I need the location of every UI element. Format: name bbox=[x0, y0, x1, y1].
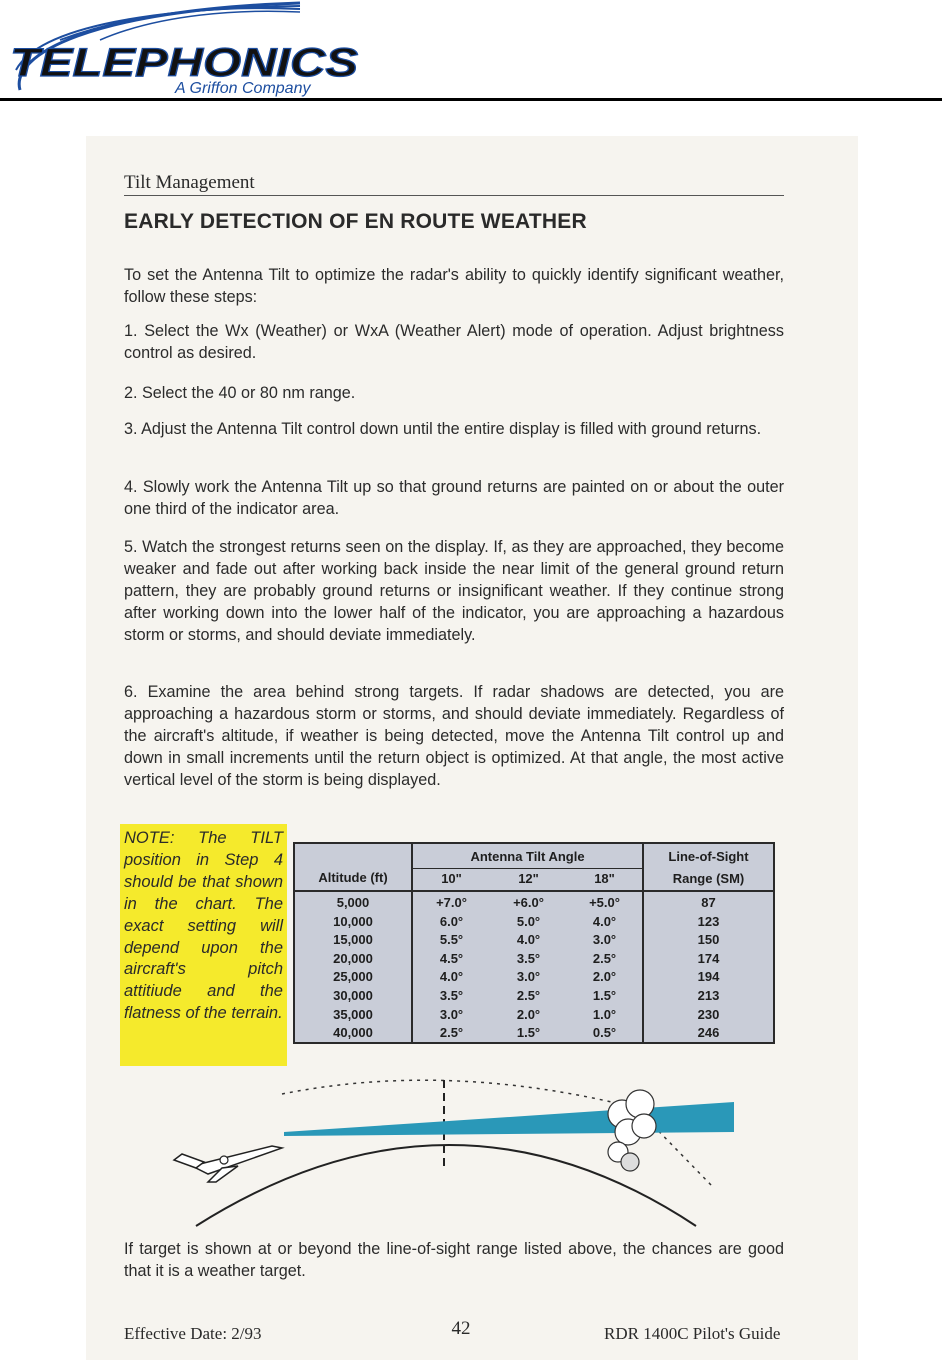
table-cell-range: 123 bbox=[697, 913, 720, 929]
table-cell-t10: 3.5° bbox=[439, 988, 464, 1003]
header-rule bbox=[0, 98, 942, 101]
tilt-col-10: 10" bbox=[441, 871, 462, 886]
step-3: 3. Adjust the Antenna Tilt control down until the entire display is filled with ground returns. bbox=[124, 420, 762, 438]
table-cell-t18: 0.5° bbox=[592, 1025, 617, 1041]
table-cell-t12: 2.5° bbox=[516, 988, 541, 1003]
table-cell-t10: 3.0° bbox=[439, 1006, 464, 1022]
table-cell-range: 246 bbox=[697, 1025, 720, 1041]
table-cell-t12: 4.0° bbox=[516, 932, 541, 948]
table-cell-altitude: 40,000 bbox=[333, 1025, 373, 1041]
tilt-table bbox=[293, 842, 775, 1044]
section-rule bbox=[124, 195, 784, 196]
table-cell-t10: 2.5° bbox=[439, 1025, 464, 1041]
step-4: 4. Slowly work the Antenna Tilt up so that ground returns are painted on or about the outer one third of the indicator area. bbox=[124, 478, 784, 518]
table-cell-t18: +5.0° bbox=[589, 895, 620, 910]
table-cell-t12: 5.0° bbox=[516, 913, 541, 929]
line-of-sight-diagram bbox=[152, 1074, 842, 1234]
table-cell-altitude: 20,000 bbox=[333, 950, 373, 966]
guide-title: RDR 1400C Pilot's Guide bbox=[604, 1324, 781, 1343]
table-cell-range: 213 bbox=[697, 988, 720, 1003]
step-5: 5. Watch the strongest returns seen on the display. If, as they are approached, they become weaker and fade out after working back inside the near limit of the general ground return pattern, they are probably ground returns or insignificant weather. If they continue strong after working down into the lower half of the indicator, you are approaching a hazardous storm or storms, and should deviate immediately. bbox=[124, 538, 784, 644]
table-cell-range: 174 bbox=[697, 950, 720, 966]
table-cell-altitude: 30,000 bbox=[333, 988, 373, 1003]
note-box: NOTE: The TILT position in Step 4 should be that shown in the chart. The exact setting will depend upon the aircraft's pitch attitiude and the flatness of the terrain. bbox=[120, 824, 287, 1066]
table-cell-t18: 2.0° bbox=[592, 969, 617, 985]
section-heading: Tilt Management bbox=[124, 172, 255, 193]
table-cell-t18: 1.5° bbox=[592, 988, 617, 1003]
step-2: 2. Select the 40 or 80 nm range. bbox=[124, 384, 356, 402]
table-cell-t18: 1.0° bbox=[592, 1006, 617, 1022]
step-6: 6. Examine the area behind strong targets. If radar shadows are detected, you are approaching a hazardous storm or storms, and should deviate immediately. Regardless of the aircraft's altitude, if weather is being detected, move the Antenna Tilt control up and down in small increments until the return object is optimized. At that angle, the most active vertical level of the storm is being displayed. bbox=[124, 683, 784, 789]
range-header-line1: Line-of-Sight bbox=[668, 849, 749, 864]
step-1: 1. Select the Wx (Weather) or WxA (Weather Alert) mode of operation. Adjust brightness control as desired. bbox=[124, 322, 784, 362]
tilt-col-18: 18" bbox=[594, 871, 615, 886]
table-cell-t12: 1.5° bbox=[516, 1025, 541, 1041]
table-cell-t12: 3.0° bbox=[516, 969, 541, 985]
table-cell-range: 87 bbox=[701, 895, 716, 910]
table-cell-altitude: 25,000 bbox=[333, 969, 373, 985]
table-cell-t10: 6.0° bbox=[439, 913, 464, 929]
table-cell-t12: 2.0° bbox=[516, 1006, 541, 1022]
radar-beam bbox=[284, 1102, 734, 1136]
svg-text:TELEPHONICS: TELEPHONICS bbox=[10, 41, 359, 85]
manual-page bbox=[86, 136, 858, 1360]
table-cell-t10: 5.5° bbox=[439, 932, 464, 948]
tilt-col-12: 12" bbox=[518, 871, 539, 886]
svg-text:A Griffon Company: A Griffon Company bbox=[175, 80, 311, 97]
table-header-rule bbox=[295, 890, 773, 892]
table-cell-range: 230 bbox=[697, 1006, 720, 1022]
page-title: EARLY DETECTION OF EN ROUTE WEATHER bbox=[124, 210, 587, 233]
table-cell-t12: +6.0° bbox=[513, 895, 544, 910]
table-cell-t12: 3.5° bbox=[516, 950, 541, 966]
table-cell-t18: 3.0° bbox=[592, 932, 617, 948]
storm-cloud-icon bbox=[608, 1090, 656, 1171]
table-cell-altitude: 35,000 bbox=[333, 1006, 373, 1022]
table-cell-altitude: 5,000 bbox=[336, 895, 370, 910]
aircraft-icon bbox=[174, 1146, 282, 1182]
table-cell-t18: 2.5° bbox=[592, 950, 617, 966]
range-header-line2: Range (SM) bbox=[672, 871, 745, 886]
table-cell-range: 194 bbox=[697, 969, 720, 985]
table-cell-range: 150 bbox=[697, 932, 720, 948]
table-cell-t10: +7.0° bbox=[436, 895, 467, 910]
table-subheader-rule bbox=[413, 868, 644, 869]
page-header bbox=[0, 0, 942, 102]
table-cell-altitude: 15,000 bbox=[333, 932, 373, 948]
effective-date: Effective Date: 2/93 bbox=[124, 1324, 262, 1343]
table-cell-t10: 4.5° bbox=[439, 950, 464, 966]
altitude-header: Altitude (ft) bbox=[318, 870, 388, 885]
telephonics-logo bbox=[0, 0, 370, 100]
table-cell-t10: 4.0° bbox=[439, 969, 464, 985]
closing-note: If target is shown at or beyond the line-of-sight range listed above, the chances are good that it is a weather target. bbox=[124, 1240, 784, 1280]
table-cell-t18: 4.0° bbox=[592, 913, 617, 929]
intro-paragraph: To set the Antenna Tilt to optimize the radar's ability to quickly identify significant weather, follow these steps: bbox=[124, 266, 784, 306]
table-cell-altitude: 10,000 bbox=[333, 913, 373, 929]
tilt-header: Antenna Tilt Angle bbox=[470, 849, 585, 864]
page-number: 42 bbox=[451, 1318, 471, 1339]
